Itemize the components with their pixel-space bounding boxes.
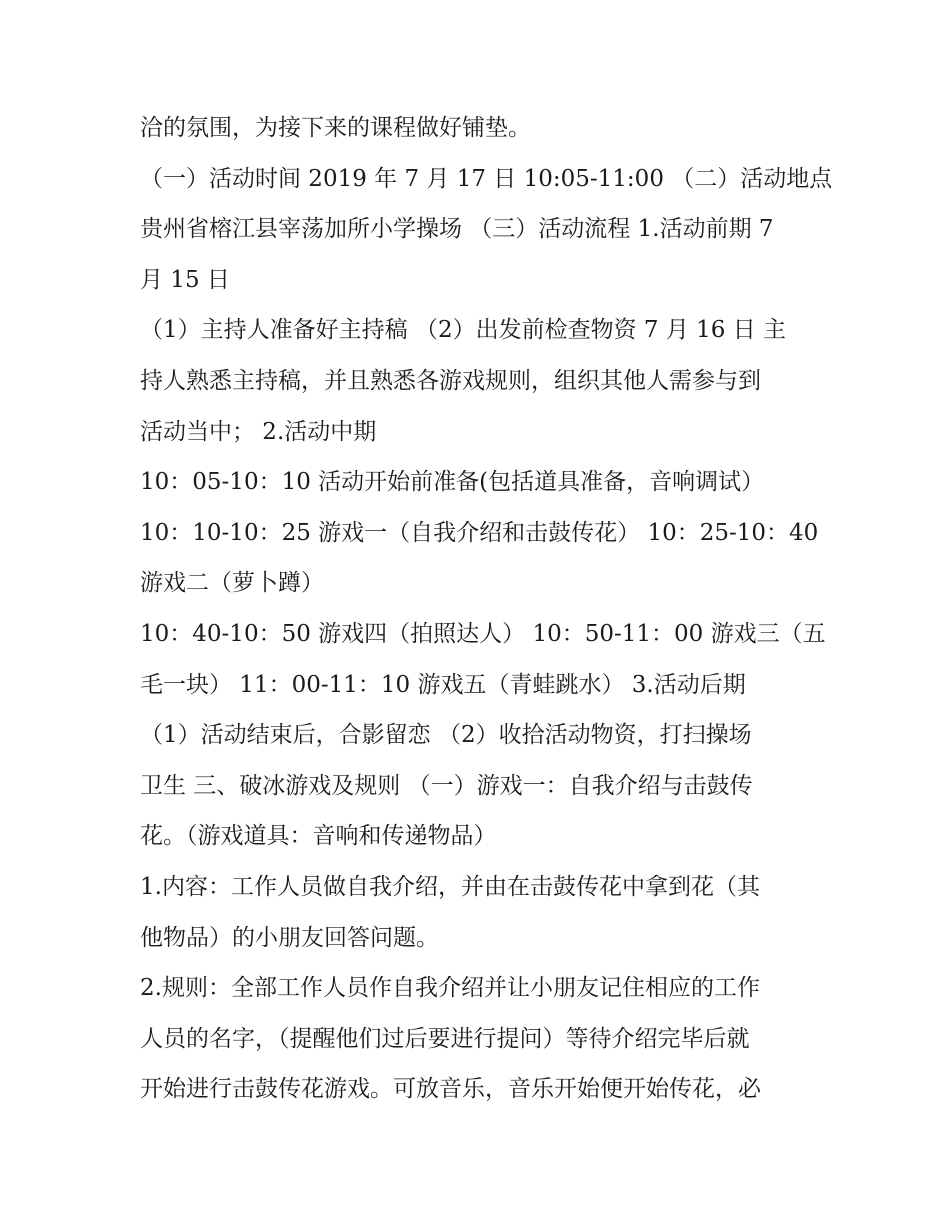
text-line: 活动当中； 2.活动中期 bbox=[140, 418, 377, 445]
text-line: 10：10-10：25 游戏一（自我介绍和击鼓传花） 10：25-10：40 bbox=[140, 519, 819, 546]
text-line: 1.内容：工作人员做自我介绍，并由在击鼓传花中拿到花（其 bbox=[140, 873, 760, 900]
text-line: （一）活动时间 2019 年 7 月 17 日 10:05-11:00 （二）活动地点 bbox=[140, 165, 833, 192]
text-line: 人员的名字，（提醒他们过后要进行提问）等待介绍完毕后就 bbox=[140, 1025, 750, 1052]
text-line: 卫生 三、破冰游戏及规则 （一）游戏一：自我介绍与击鼓传 bbox=[140, 772, 753, 799]
text-line: 游戏二（萝卜蹲） bbox=[140, 570, 324, 597]
text-line: 开始进行击鼓传花游戏。可放音乐，音乐开始便开始传花，必 bbox=[140, 1076, 761, 1103]
text-line: 10：05-10：10 活动开始前准备(包括道具准备，音响调试） bbox=[140, 469, 765, 496]
document-body bbox=[140, 103, 833, 1115]
text-line: 持人熟悉主持稿，并且熟悉各游戏规则，组织其他人需参与到 bbox=[140, 367, 761, 394]
text-line: 2.规则：全部工作人员作自我介绍并让小朋友记住相应的工作 bbox=[140, 975, 760, 1002]
text-line: 花。（游戏道具：音响和传递物品） bbox=[140, 823, 497, 850]
text-line: （1）主持人准备好主持稿 （2）出发前检查物资 7 月 16 日 主 bbox=[140, 317, 787, 344]
text-line: （1）活动结束后，合影留恋 （2）收拾活动物资，打扫操场 bbox=[140, 722, 752, 749]
text-line: 贵州省榕江县宰荡加所小学操场 （三）活动流程 1.活动前期 7 bbox=[140, 216, 774, 243]
text-line: 毛一块） 11：00-11：10 游戏五（青蛙跳水） 3.活动后期 bbox=[140, 671, 746, 698]
text-line: 他物品）的小朋友回答问题。 bbox=[140, 924, 439, 951]
text-line: 月 15 日 bbox=[140, 266, 230, 293]
text-line: 10：40-10：50 游戏四（拍照达人） 10：50-11：00 游戏三（五 bbox=[140, 620, 826, 647]
text-line: 洽的氛围，为接下来的课程做好铺垫。 bbox=[140, 115, 531, 141]
